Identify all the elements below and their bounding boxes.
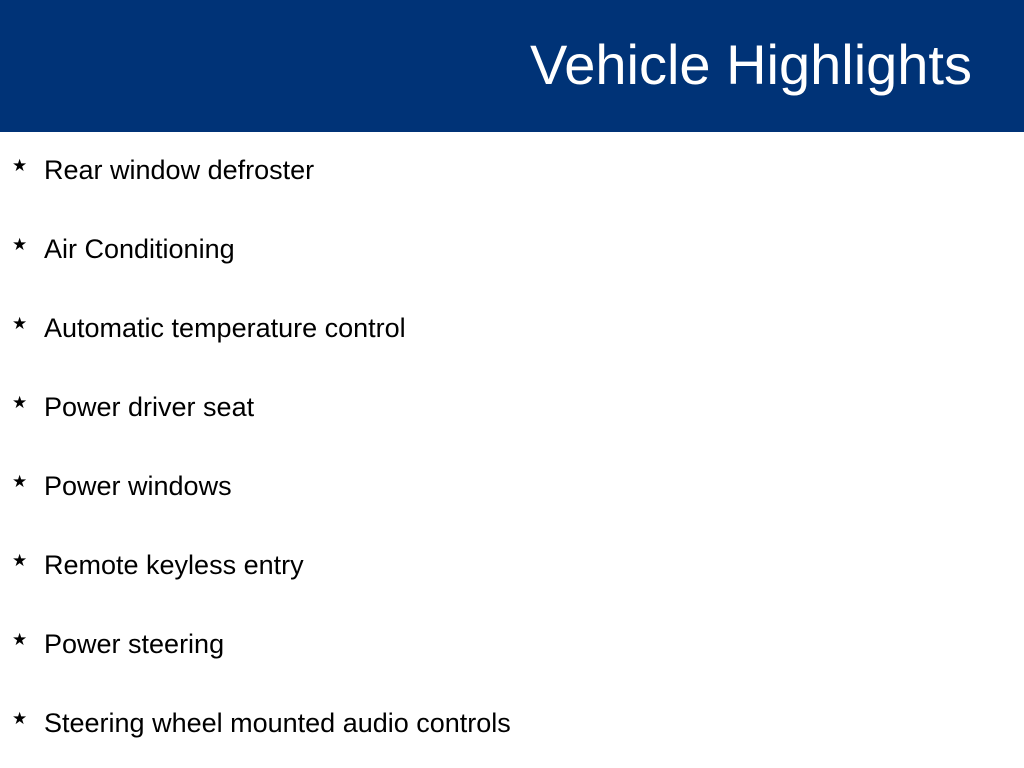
list-item (0, 448, 1024, 501)
slide-title: Vehicle Highlights (529, 33, 972, 96)
list-item (0, 290, 1024, 343)
list-item (0, 527, 1024, 580)
star-bullet-icon: ★ (12, 472, 28, 492)
list-item (0, 211, 1024, 264)
list-item-label: Rear window defroster (44, 155, 315, 185)
list-item (0, 369, 1024, 422)
list-item-label: Remote keyless entry (44, 550, 304, 580)
list-item (0, 132, 1024, 185)
star-bullet-icon: ★ (12, 551, 28, 571)
list-item-label: Air Conditioning (44, 234, 235, 264)
star-bullet-icon: ★ (12, 235, 28, 255)
list-item-label: Power steering (44, 629, 225, 659)
list-item-label: Power windows (44, 471, 232, 501)
list-item-label: Power driver seat (44, 392, 255, 422)
list-item (0, 685, 1024, 738)
star-bullet-icon: ★ (12, 630, 28, 650)
star-bullet-icon: ★ (12, 393, 28, 413)
header-bar (0, 0, 1024, 132)
star-bullet-icon: ★ (12, 156, 28, 176)
list-item-label: Steering wheel mounted audio controls (44, 708, 511, 738)
list-item-label: Automatic temperature control (44, 313, 406, 343)
star-bullet-icon: ★ (12, 314, 28, 334)
list-item (0, 606, 1024, 659)
star-bullet-icon: ★ (12, 709, 28, 729)
